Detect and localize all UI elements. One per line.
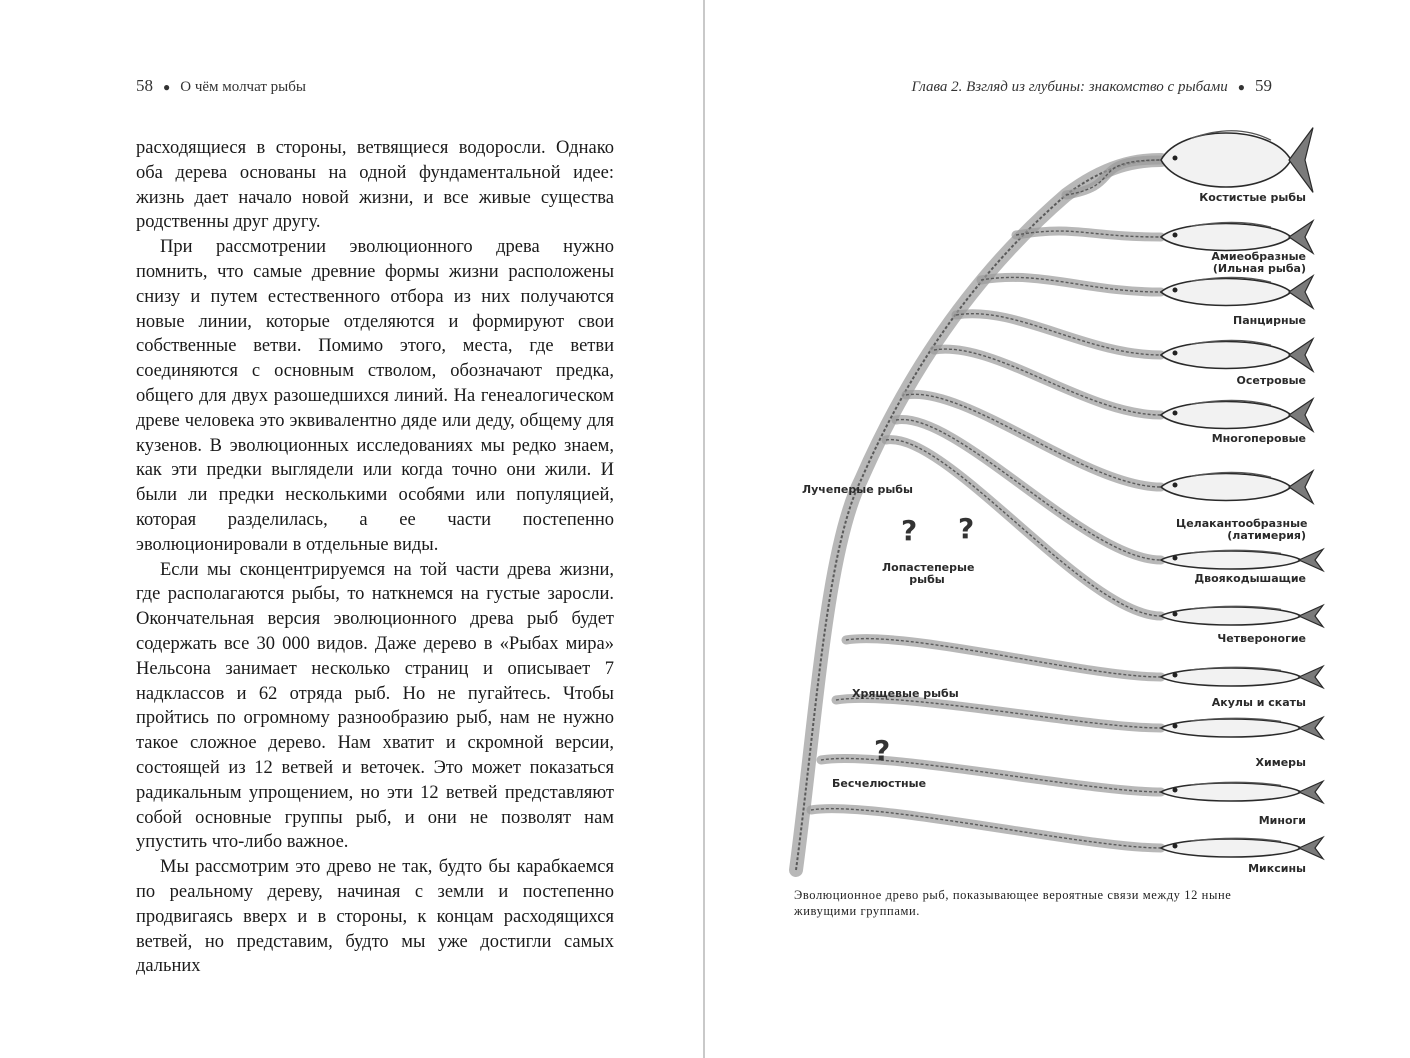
running-header-right [911,76,1272,96]
tree-branch [886,440,1161,616]
taxon-label: Осетровые [1236,374,1306,387]
taxon-label: Многоперовые [1211,432,1306,445]
fish-tail [1289,128,1313,193]
fish-eye [1173,612,1178,617]
fish-body [1161,402,1291,429]
page-number: 59 [1255,76,1272,95]
tree-trunk [796,160,1161,870]
fish-tail [1299,666,1323,688]
fish-evolution-tree-figure [786,120,1386,890]
taxon-label: Амиеобразные (Ильная рыба) [1211,250,1306,275]
group-label-ray-finned: Лучеперые рыбы [802,483,913,496]
fish-tail [1299,549,1323,571]
fish-eye [1173,288,1178,293]
fish-eye [1173,556,1178,561]
taxon-label: Акулы и скаты [1211,696,1306,709]
paragraph: Если мы сконцентрируемся на той части древа жизни, где располагаются рыбы, то наткнемся на густые заросли. Окончательная версия эволюционного древа рыб будет содержать все 30 000 видов. Даже дерево в «Рыбах мира» Нельсона занимает несколько страниц и описывает 7 надклассов и 62 отряда рыб. Но не пугайтесь. Чтобы пройтись по огромному разнообразию рыб, нам не нужно такое сложное дерево. Нам хватит и скромной версии, состоящей из 12 ветвей и веточек. Это может показаться радикальным упрощением, но эти 12 ветвей представляют собой основные группы рыб, и они не позволят нам упустить что-либо важное. [136,559,614,853]
fish-tail [1299,605,1323,627]
tree-branch [836,698,1161,728]
bullet-separator: ● [163,80,171,94]
fish-tail [1299,717,1323,739]
fish-eye [1173,673,1178,678]
fish-tail [1289,399,1313,431]
question-mark: ? [874,734,891,767]
fish-body [1161,133,1291,187]
question-mark: ? [958,512,975,545]
fish-tail [1289,471,1313,503]
paragraph: расходящиеся в стороны, ветвящиеся водоросли. Однако оба дерева основаны на одной фундаментальной идее: жизнь дает начало новой жизни, и все живые существа родственны друг другу. [136,138,614,233]
fish-eye [1173,483,1178,488]
fish-tail [1289,221,1313,253]
fish-eye [1173,844,1178,849]
taxon-label: Костистые рыбы [1199,191,1306,204]
fish-body [1161,474,1291,501]
taxon-label: Панцирные [1233,314,1306,327]
tree-illustration [786,120,1386,890]
tree-branch [981,277,1161,292]
fish-eye [1173,724,1178,729]
fish-body [1161,279,1291,306]
taxon-label: Двоякодышащие [1194,572,1306,585]
taxon-label: Четвероногие [1217,632,1306,645]
fish-tail [1289,276,1313,308]
left-page [0,0,703,1058]
figure-caption: Эволюционное древо рыб, показывающее вероятные связи между 12 ныне живущими группами. [794,888,1232,918]
fish-body [1161,224,1291,251]
tree-branch [846,639,1161,677]
taxon-label: Миксины [1248,862,1306,875]
right-page [706,0,1410,1058]
paragraph: При рассмотрении эволюционного древа нужно помнить, что самые древние формы жизни расположены снизу и путем естественного отбора из них получаются новые линии, которые отделяются и формируют свои собственные ветви. Помимо этого, места, где ветви соединяются с основным стволом, обозначают предка, общего для двух разошедшихся линий. На генеалогическом древе человека это эквивалентно дяде или деду, общему для кузенов. В эволюционных исследованиях мы редко знаем, как эти предки выглядели или когда точно они жили. И были ли предки несколькими особями или популяцией, которая разделилась, а ее части постепенно эволюционировали в отдельные виды. [136,237,614,555]
fish-tail [1289,339,1313,371]
running-header-left [136,76,306,96]
fish-tail [1299,781,1323,803]
group-label-lobe-finned: Лопастеперые рыбы [882,561,975,586]
fish-eye [1173,233,1178,238]
fish-eye [1173,788,1178,793]
taxon-label: Целакантообразные (латимерия) [1176,517,1308,542]
fish-eye [1173,411,1178,416]
tree-branch [811,809,1161,848]
running-title: О чём молчат рыбы [180,79,306,95]
page-number: 58 [136,76,153,95]
fish-body [1161,342,1291,369]
taxon-label: Миноги [1258,814,1306,827]
question-mark: ? [901,514,918,547]
fish-eye [1173,351,1178,356]
body-text [136,136,614,979]
group-label-cartilaginous: Хрящевые рыбы [852,687,959,700]
fish-eye [1173,156,1178,161]
running-title: Глава 2. Взгляд из глубины: знакомство с рыбами [911,79,1228,95]
fish-tail [1299,837,1323,859]
taxon-label: Химеры [1255,756,1306,769]
tree-branch [956,314,1161,355]
gutter-divider [703,0,705,1058]
bullet-separator: ● [1237,80,1245,94]
group-label-jawless: Бесчелюстные [832,777,927,790]
paragraph: Мы рассмотрим это древо не так, будто бы карабкаемся по реальному дереву, начиная с земли и постепенно продвигаясь вверх и в стороны, к концам расходящихся ветвей, но представим, будто мы уже достигли самых дальних [136,857,614,977]
